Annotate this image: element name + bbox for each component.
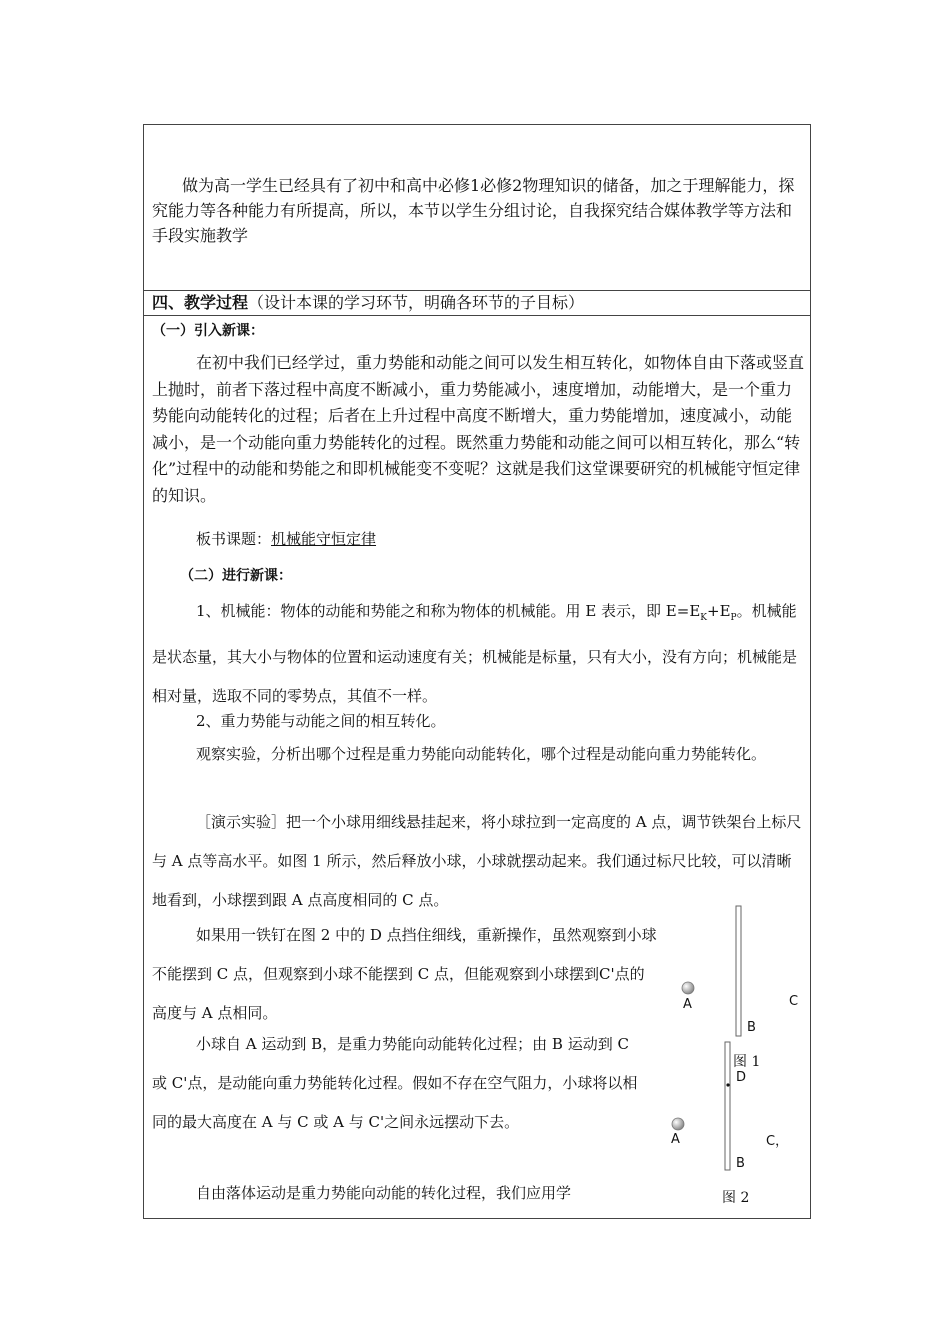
board-title-line: 板书课题：机械能守恒定律 (196, 530, 377, 548)
nail-paragraph: 如果用一铁钉在图 2 中的 D 点挡住细线，重新操作，虽然观察到小球不能摆到 C 点，但观察到小球不能摆到 C 点，但能观察到小球摆到C'点的高度与 A 点相同。 (152, 926, 657, 1022)
intro-paragraph: 在初中我们已经学过，重力势能和动能之间可以发生相互转化，如物体自由下落或竖直上抛时，前者下落过程中高度不断减小，重力势能减小，速度增加，动能增大，是一个重力势能向动能转化的过程；后者在上升过程中高度不断增大，重力势能增加，速度减小，动能减小，是一个动能向重力势能转化的过程。既然重力势能和动能之间可以相互转化，那么“转化”过程中的动能和势能之和即机械能变不变呢？这就是我们这堂课要研究的机械能守恒定律的知识。 (152, 353, 805, 505)
fig2-ruler (725, 1042, 730, 1170)
section3-paragraph: 做为高一学生已经具有了初中和高中必修1必修2物理知识的储备，加之于理解能力，探究能力等各种能力有所提高，所以，本节以学生分组讨论，自我探究结合媒体教学等方法和手段实施教学 (152, 176, 795, 245)
free-fall-paragraph: 自由落体运动是重力势能向动能的转化过程，我们应用学 (196, 1184, 572, 1202)
row-divider (143, 315, 811, 316)
row-divider (143, 290, 811, 291)
section4-title: 四、教学过程 (152, 293, 249, 312)
subheading-new-lesson: （二）进行新课： (180, 568, 292, 584)
fig1-label-b: B (747, 1020, 756, 1035)
conversion-heading: 2、重力势能与动能之间的相互转化。 (196, 712, 446, 730)
fig2-label-b: B (736, 1156, 745, 1171)
demo-paragraph: ［演示实验］把一个小球用细线悬挂起来，将小球拉到一定高度的 A 点，调节铁架台上标尺与 A 点等高水平。如图 1 所示，然后释放小球，小球就摆动起来。我们通过标尺比较，可以清晰地看到，小球摆到跟 A 点高度相同的 C 点。 (152, 813, 802, 909)
fig1-label-a: A (683, 997, 692, 1012)
fig2-ball (672, 1118, 684, 1130)
section4-heading (152, 292, 584, 314)
observe-paragraph: 观察实验，分析出哪个过程是重力势能向动能转化，哪个过程是动能向重力势能转化。 (196, 745, 767, 763)
fig1-caption: 图 1 (733, 1054, 761, 1070)
subheading-intro: （一）引入新课： (152, 323, 264, 339)
fig1-label-c: C (789, 994, 799, 1009)
section4-title-note: （设计本课的学习环节，明确各环节的子目标） (248, 293, 585, 312)
fig2-caption: 图 2 (722, 1190, 750, 1206)
fig1-ruler (736, 906, 741, 1036)
pendulum-figures (660, 900, 810, 1210)
fig1-ball (682, 982, 694, 994)
mechanical-energy-paragraph: 1、机械能：物体的动能和势能之和称为物体的机械能。用 E 表示，即 $E=E_K+E_P$。机械能是状态量，其大小与物体的位置和运动速度有关；机械能是标量，只有大小，没有方向；机械能是相对量，选取不同的零势点，其值不一样。 (152, 602, 798, 705)
motion-paragraph: 小球自 A 运动到 B，是重力势能向动能转化过程；由 B 运动到 C 或 C'点，是动能向重力势能转化过程。假如不存在空气阻力，小球将以相同的最大高度在 A 与 C 或 A 与 C'之间永远摆动下去。 (152, 1035, 638, 1131)
board-title: 机械能守恒定律 (271, 530, 377, 548)
fig2-label-a: A (671, 1132, 680, 1147)
fig2-nail-point (726, 1083, 729, 1086)
fig2-label-c: C， (766, 1134, 789, 1149)
fig2-label-d: D (736, 1070, 747, 1085)
